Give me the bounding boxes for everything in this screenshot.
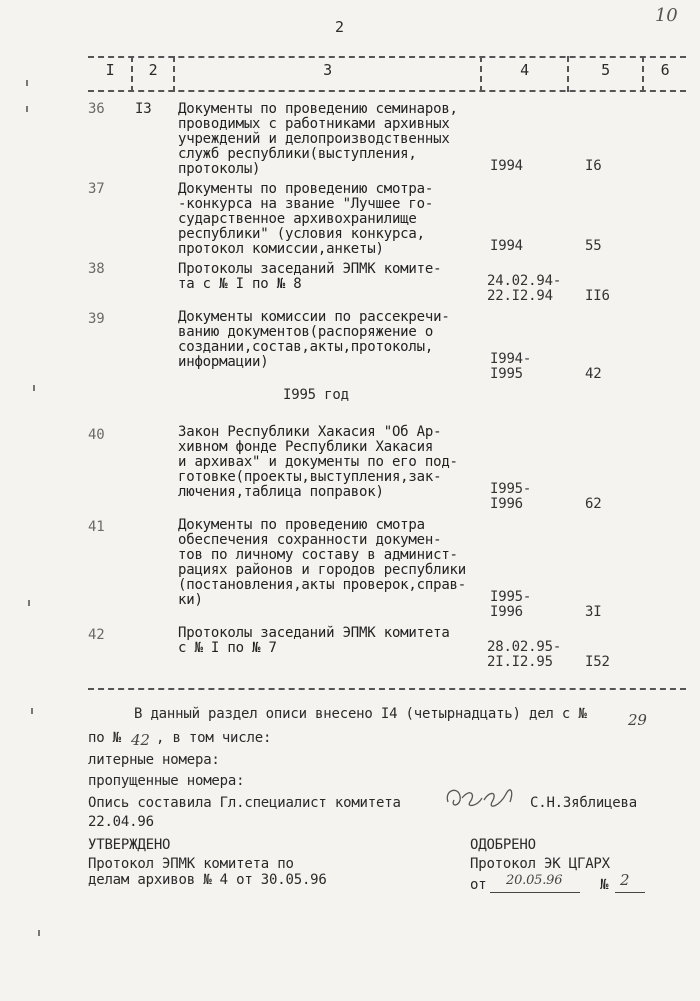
- row-title-line: проводимых с работниками архивных: [178, 116, 450, 132]
- row-title-line: информации): [178, 354, 269, 370]
- row-fund-number: I3: [135, 101, 152, 117]
- footer-summary-line: В данный раздел описи внесено I4 (четырнадцать) дел с №: [134, 706, 587, 722]
- row-title-line: тов по личному составу в админист-: [178, 547, 458, 563]
- row-number: 37: [88, 181, 105, 197]
- row-sheet-count: II6: [585, 288, 610, 304]
- row-sheet-count: 55: [585, 238, 602, 254]
- header-bottom-rule: [88, 90, 686, 92]
- row-number: 42: [88, 627, 105, 643]
- row-title-line: (постановления,акты проверок,справ-: [178, 577, 467, 593]
- approved-label: УТВЕРЖДЕНО: [88, 837, 171, 853]
- column-header-4: 4: [520, 61, 529, 79]
- compiled-by-line: Опись составила Гл.специалист комитета: [88, 795, 401, 811]
- row-title-line: хивном фонде Республики Хакасия: [178, 439, 434, 455]
- row-title-line: Документы по проведению смотра-: [178, 181, 434, 197]
- row-title-line: служб республики(выступления,: [178, 146, 417, 162]
- row-sheet-count: I6: [585, 158, 602, 174]
- row-number: 36: [88, 101, 105, 117]
- row-sheet-count: 42: [585, 366, 602, 382]
- row-date: I994-: [490, 351, 532, 367]
- row-date: I996: [490, 496, 523, 512]
- row-title-line: лючения,таблица поправок): [178, 484, 384, 500]
- header-top-rule: [88, 56, 686, 58]
- literal-numbers-label: литерные номера:: [88, 752, 220, 768]
- row-date: 24.02.94-: [487, 273, 562, 289]
- row-title-line: протоколы): [178, 161, 261, 177]
- table-bottom-rule: [88, 688, 686, 690]
- handwritten-protocol-number: 2: [620, 871, 630, 889]
- handwritten-end-number: 42: [131, 731, 150, 749]
- row-title-line: Документы комиссии по рассекречи-: [178, 309, 450, 325]
- row-date: 22.I2.94: [487, 288, 553, 304]
- row-title-line: Протоколы заседаний ЭПМК комите-: [178, 261, 442, 277]
- handwritten-start-number: 29: [628, 711, 647, 729]
- handwritten-signature: [440, 780, 520, 820]
- row-sheet-count: 3I: [585, 604, 602, 620]
- row-title-line: Закон Республики Хакасия "Об Ар-: [178, 424, 442, 440]
- agreed-protocol-line: Протокол ЭК ЦГАРХ: [470, 856, 610, 872]
- footer-range-prefix: по №: [88, 730, 121, 746]
- row-title-line: обеспечения сохранности докумен-: [178, 532, 442, 548]
- row-title-line: республики" (условия конкурса,: [178, 226, 425, 242]
- year-section-heading: I995 год: [283, 387, 349, 403]
- scan-mark: [28, 600, 30, 606]
- scan-mark: [31, 708, 33, 714]
- row-date: I994: [490, 238, 523, 254]
- row-date: 28.02.95-: [487, 639, 562, 655]
- row-title-line: Протоколы заседаний ЭПМК комитета: [178, 625, 450, 641]
- scan-mark: [26, 80, 28, 86]
- row-number: 40: [88, 427, 105, 443]
- approved-protocol-line: делам архивов № 4 от 30.05.96: [88, 872, 327, 888]
- row-title-line: ванию документов(распоряжение о: [178, 324, 434, 340]
- scan-mark: [33, 385, 35, 391]
- footer-range-suffix: , в том числе:: [156, 730, 272, 746]
- row-title-line: ки): [178, 592, 203, 608]
- number-sign: №: [600, 877, 609, 893]
- row-date: I996: [490, 604, 523, 620]
- row-number: 41: [88, 519, 105, 535]
- handwritten-protocol-date: 20.05.96: [506, 873, 563, 888]
- number-underline: [615, 892, 645, 893]
- scan-mark: [38, 930, 40, 936]
- column-header-3: 3: [323, 61, 332, 79]
- agreed-label: ОДОБРЕНО: [470, 837, 536, 853]
- row-title-line: -конкурса на звание "Лучшее го-: [178, 196, 434, 212]
- row-title-line: Документы по проведению семинаров,: [178, 101, 458, 117]
- row-title-line: Документы по проведению смотра: [178, 517, 425, 533]
- column-header-1: I: [105, 61, 115, 79]
- row-title-line: протокол комиссии,анкеты): [178, 241, 384, 257]
- agreed-date-prefix: от: [470, 877, 487, 893]
- row-title-line: учреждений и делопроизводственных: [178, 131, 450, 147]
- compiler-name: С.Н.Зяблицева: [530, 795, 637, 811]
- column-header-5: 5: [601, 61, 610, 79]
- row-title-line: сударственное архивохранилище: [178, 211, 417, 227]
- row-title-line: и архивах" и документы по его под-: [178, 454, 458, 470]
- row-title-line: рациях районов и городов республики: [178, 562, 467, 578]
- row-title-line: готовке(проекты,выступления,зак-: [178, 469, 442, 485]
- scan-mark: [26, 106, 28, 112]
- row-date: I995: [490, 366, 523, 382]
- column-header-2: 2: [148, 61, 158, 79]
- row-title-line: с № I по № 7: [178, 640, 277, 656]
- row-sheet-count: 62: [585, 496, 602, 512]
- row-number: 38: [88, 261, 105, 277]
- skipped-numbers-label: пропущенные номера:: [88, 773, 245, 789]
- approved-protocol-line: Протокол ЭПМК комитета по: [88, 856, 294, 872]
- column-header-6: 6: [660, 61, 670, 79]
- row-sheet-count: I52: [585, 654, 610, 670]
- row-date: 2I.I2.95: [487, 654, 553, 670]
- page-number: 2: [335, 18, 344, 36]
- row-title-line: та с № I по № 8: [178, 276, 302, 292]
- row-date: I995-: [490, 589, 532, 605]
- compiled-date: 22.04.96: [88, 814, 154, 830]
- handwritten-sheet-number: 10: [655, 5, 678, 26]
- date-underline: [490, 892, 580, 893]
- row-date: I995-: [490, 481, 532, 497]
- row-title-line: создании,состав,акты,протоколы,: [178, 339, 434, 355]
- row-number: 39: [88, 311, 105, 327]
- row-date: I994: [490, 158, 523, 174]
